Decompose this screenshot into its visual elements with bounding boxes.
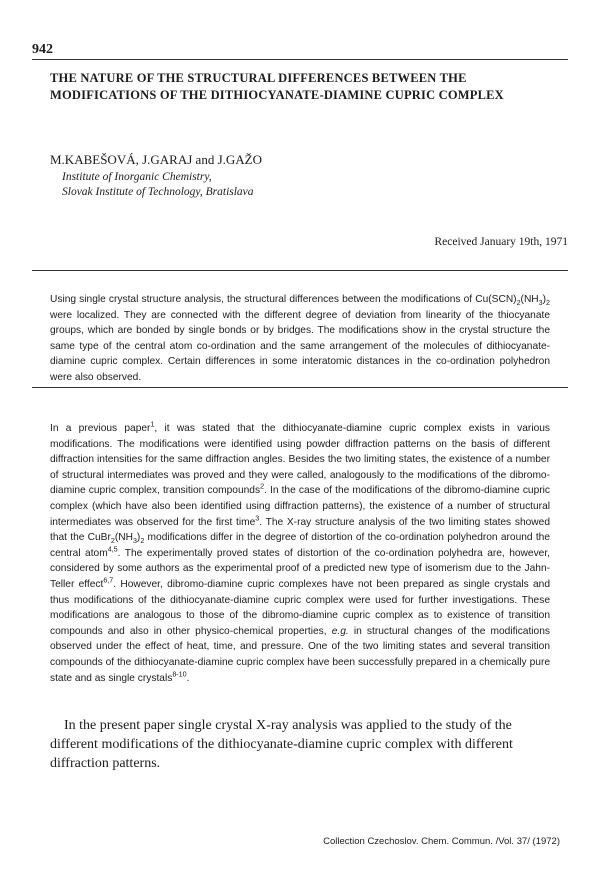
affiliation <box>62 170 254 200</box>
abstract-bottom-rule <box>32 387 568 388</box>
abstract <box>50 292 550 385</box>
abstract-text: Using single crystal structure analysis, the structural differences between the modifications of Cu(SCN) <box>50 294 517 305</box>
citation: 2 <box>260 482 265 491</box>
subscript: 2 <box>140 537 145 546</box>
affiliation-line-2: Slovak Institute of Technology, Bratislava <box>62 186 254 198</box>
body-text: . However, dibromo-diamine cupric complexes have not been prepared as single crystals and thus modifications of the dithiocyanate-diamine cupric complex were used for further investigations. These modifications are analogous to those of the dibromo-diamine cupric complex as to existence of transition compounds and also in other physico-chemical properties, <box>50 578 551 637</box>
body-text: . In the case of the modifications of the dibromo-diamine cupric complex (which have also been identified using diffraction patterns), the existence of a number of structural intermediates was observed for the first time <box>50 485 550 528</box>
article-title: THE NATURE OF THE STRUCTURAL DIFFERENCES BETWEEN THE MODIFICATIONS OF THE DITHIOCYANATE-DIAMINE CUPRIC COMPLEX <box>50 71 504 102</box>
body-text: . The X-ray structure analysis of the two limiting states showed that the CuBr <box>50 516 550 544</box>
citation: 8-10 <box>172 670 187 679</box>
abstract-top-rule <box>32 270 568 271</box>
body-text: . <box>186 672 190 684</box>
body-text: ) <box>136 532 141 544</box>
body-text: modifications differ in the degree of distortion of the co-ordination polyhedron around the central atom <box>50 532 550 559</box>
abstract-subscript: 2 <box>546 299 550 308</box>
body-text: (NH <box>114 532 133 544</box>
subscript: 2 <box>110 537 115 546</box>
abstract-subscript: 2 <box>516 299 521 308</box>
body-text: , it was stated that the dithiocyanate-diamine cupric complex exists in various modifications. The modifications were identified using powder diffraction patterns on the basis of different diffraction intensities for the same diffraction angles. Besides the two limiting states, the existence of a number of structural intermediates was proved and they were called, analogously to the modifications of the dibromo-diamine cupric complex, transition compounds <box>50 423 551 497</box>
body-paragraph-1 <box>50 421 550 686</box>
subscript: 3 <box>132 537 137 546</box>
top-rule <box>32 59 568 60</box>
abstract-text: were localized. They are connected with the different degree of deviation from linearity of the thiocyanate groups, which are bonded by single bonds or by bridges. The modifications show in the crystal structure the same type of the central atom co-ordination and the same arrangement of the molecules of dithiocyanate-diamine cupric complex. Certain differences in some interatomic distances in the co-ordination polyhedron were also observed. <box>50 309 550 383</box>
abstract-text: (NH <box>520 294 539 305</box>
journal-footer: Collection Czechoslov. Chem. Commun. /Vol. 37/ (1972) <box>323 836 560 847</box>
page-number: 942 <box>32 42 53 57</box>
citation: 4,5 <box>107 545 118 554</box>
affiliation-line-1: Institute of Inorganic Chemistry, <box>62 171 212 183</box>
abstract-subscript: 3 <box>538 299 543 308</box>
body-text: In a previous paper <box>50 423 151 434</box>
received-date: Received January 19th, 1971 <box>434 236 568 248</box>
authors: M.KABEŠOVÁ, J.GARAJ and J.GAŽO <box>50 152 262 167</box>
citation: 3 <box>255 514 260 523</box>
body-text: in structural changes of the modifications observed under the effect of heat, time, and pressure. One of the two limiting states and several transition compounds of the dithiocyanate-diamine cupric complex have been successfully prepared in a chemically pure state and as single crystals <box>50 625 550 684</box>
citation: 1 <box>150 420 155 429</box>
body-italic-text: e.g. <box>331 625 349 637</box>
abstract-text: ) <box>542 294 547 305</box>
body-paragraph-2: In the present paper single crystal X-ray analysis was applied to the study of the different modifications of the dithiocyanate-diamine cupric complex with different diffraction patterns. <box>50 718 513 771</box>
citation: 6,7 <box>103 576 114 585</box>
body-text: . The experimentally proved states of distortion of the co-ordination polyhedra are, however, considered by some authors as the experimental proof of a predicted new type of isomerism due to the Jahn-Teller effect <box>50 547 550 590</box>
